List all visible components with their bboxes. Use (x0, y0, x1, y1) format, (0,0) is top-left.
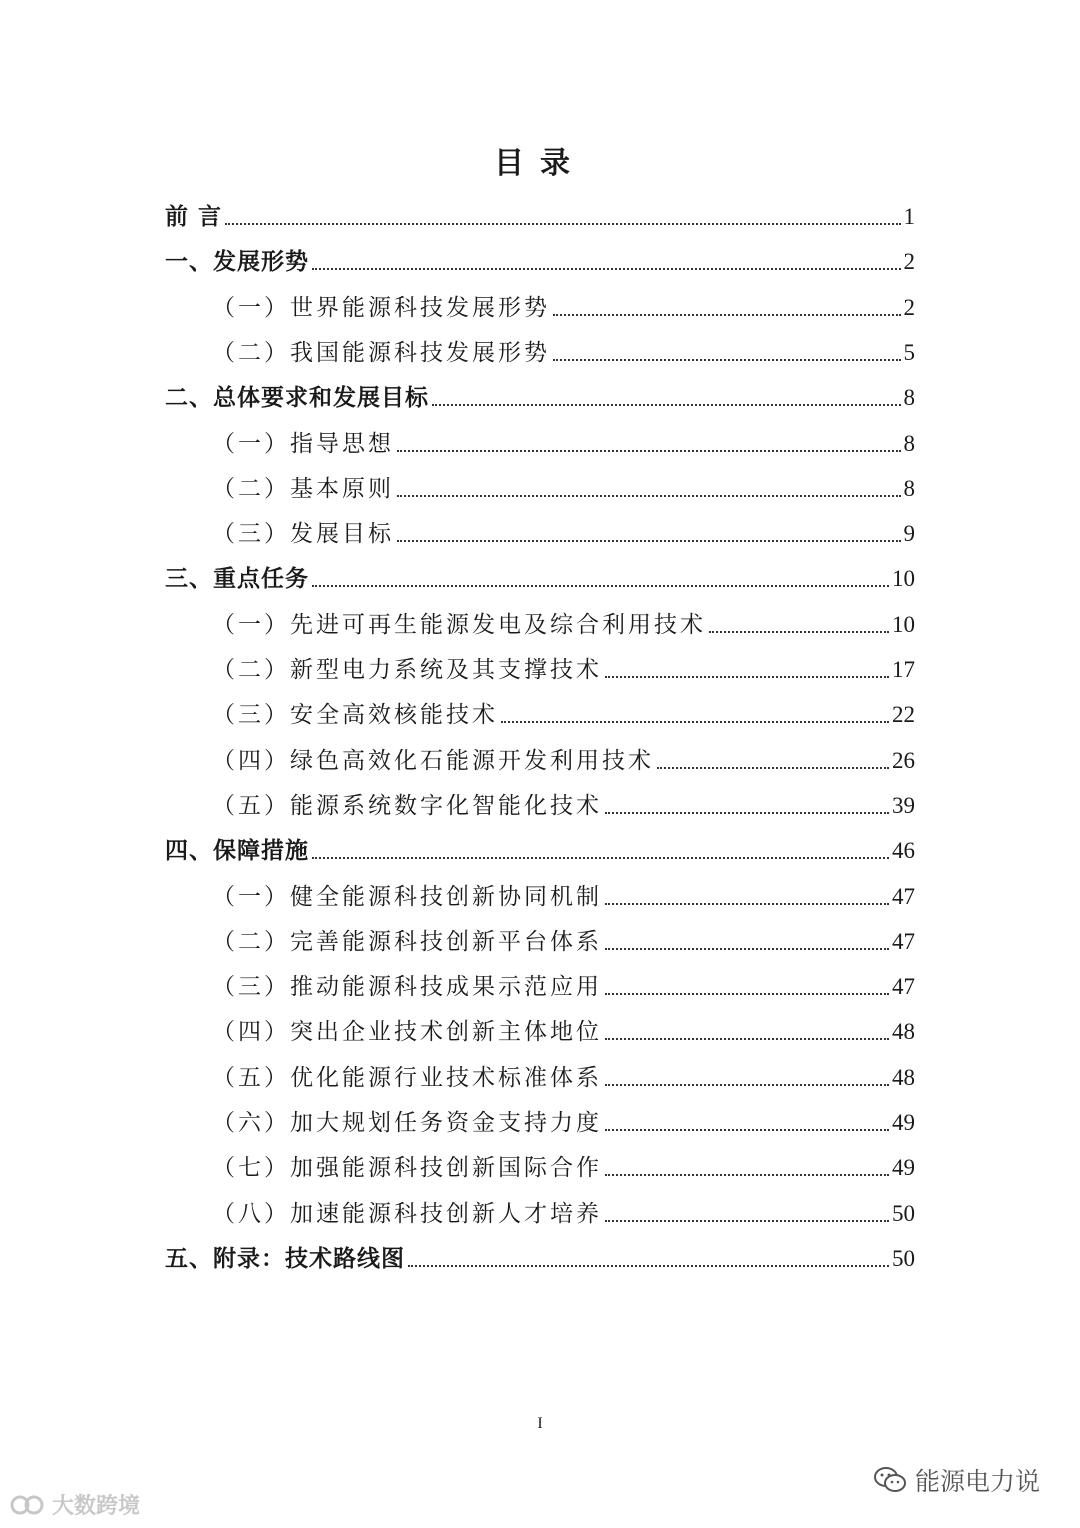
toc-subsection-entry[interactable] (0, 1104, 1080, 1138)
toc-entry-page: 8 (903, 475, 915, 501)
toc-entry-page: 5 (903, 339, 915, 365)
link-logo-icon (8, 1493, 48, 1517)
toc-subsection-entry[interactable] (0, 334, 1080, 368)
toc-section-entry[interactable] (0, 198, 1080, 232)
toc-entry-page: 50 (892, 1200, 915, 1226)
toc-entry-page: 8 (903, 430, 915, 456)
toc-entry-page: 48 (892, 1064, 915, 1090)
toc-subsection-entry[interactable] (0, 470, 1080, 504)
toc-subsection-entry[interactable] (0, 696, 1080, 730)
toc-dot-leader (605, 903, 889, 905)
toc-entry-label: 五、附录：技术路线图 (165, 1245, 405, 1272)
toc-subsection-entry[interactable] (0, 1013, 1080, 1047)
toc-entry-page: 10 (892, 611, 915, 637)
toc-entry-label: （一）指导思想 (212, 430, 394, 457)
toc-subsection-entry[interactable] (0, 742, 1080, 776)
toc-dot-leader (605, 812, 889, 814)
toc-entry-page: 10 (892, 566, 915, 592)
toc-entry-label: （三）安全高效核能技术 (212, 702, 498, 729)
toc-dot-leader (657, 767, 889, 769)
toc-dot-leader (312, 268, 901, 270)
toc-dot-leader (605, 1220, 889, 1222)
toc-dot-leader (605, 1129, 889, 1131)
watermark-right-text: 能源电力说 (914, 1467, 1040, 1496)
toc-subsection-entry[interactable] (0, 968, 1080, 1002)
toc-subsection-entry[interactable] (0, 1195, 1080, 1229)
toc-entry-page: 26 (892, 747, 915, 773)
toc-dot-leader (605, 1174, 889, 1176)
toc-dot-leader (408, 1265, 889, 1267)
toc-entry-page: 47 (892, 928, 915, 954)
toc-entry-page: 8 (903, 385, 915, 411)
toc-dot-leader (605, 948, 889, 950)
toc-entry-label: （二）我国能源科技发展形势 (212, 339, 550, 366)
wechat-icon (873, 1466, 907, 1494)
toc-entry-label: （一）健全能源科技创新协同机制 (212, 883, 602, 910)
toc-subsection-entry[interactable] (0, 651, 1080, 685)
toc-entry-label: （二）新型电力系统及其支撑技术 (212, 657, 602, 683)
toc-entry-label: 前 言 (165, 204, 223, 230)
toc-dot-leader (397, 495, 901, 497)
toc-dot-leader (397, 540, 901, 542)
toc-dot-leader (605, 1038, 889, 1040)
toc-entry-label: 三、重点任务 (165, 566, 309, 593)
toc-section-entry[interactable] (0, 832, 1080, 866)
toc-entry-page: 50 (892, 1245, 915, 1271)
toc-entry-page: 47 (892, 883, 915, 909)
toc-section-entry[interactable] (0, 243, 1080, 277)
toc-dot-leader (312, 857, 889, 859)
toc-entry-page: 17 (892, 657, 915, 682)
toc-dot-leader (553, 359, 901, 361)
toc-section-entry[interactable] (0, 379, 1080, 413)
toc-entry-page: 46 (892, 838, 915, 864)
toc-dot-leader (501, 721, 889, 723)
toc-entry-page: 1 (903, 204, 915, 229)
toc-entry-label: 一、发展形势 (165, 249, 309, 276)
toc-subsection-entry[interactable] (0, 1149, 1080, 1183)
toc-entry-page: 39 (892, 792, 915, 818)
toc-entry-page: 2 (903, 249, 915, 275)
watermark-right (873, 1462, 1040, 1498)
toc-entry-page: 49 (892, 1110, 915, 1135)
toc-dot-leader (709, 631, 889, 633)
toc-entry-label: 四、保障措施 (165, 838, 309, 865)
toc-subsection-entry[interactable] (0, 515, 1080, 549)
toc-entry-label: （一）先进可再生能源发电及综合利用技术 (212, 611, 706, 638)
toc-entry-page: 2 (903, 294, 915, 320)
toc-dot-leader (553, 314, 901, 316)
watermark-left (8, 1489, 140, 1520)
toc-subsection-entry[interactable] (0, 923, 1080, 957)
toc-dot-leader (605, 676, 889, 678)
toc-dot-leader (225, 223, 900, 225)
toc-subsection-entry[interactable] (0, 606, 1080, 640)
toc-entry-page: 9 (903, 521, 915, 547)
toc-entry-page: 48 (892, 1019, 915, 1045)
toc-section-entry[interactable] (0, 560, 1080, 594)
watermark-left-text: 大数跨境 (52, 1494, 141, 1519)
toc-entry-label: 二、总体要求和发展目标 (165, 385, 429, 412)
toc-dot-leader (605, 993, 889, 995)
page-number: I (537, 1415, 543, 1432)
toc-entry-label: （一）世界能源科技发展形势 (212, 294, 550, 321)
toc-entry-label: （三）推动能源科技成果示范应用 (212, 974, 602, 1001)
toc-subsection-entry[interactable] (0, 787, 1080, 821)
toc-dot-leader (397, 450, 901, 452)
toc-subsection-entry[interactable] (0, 878, 1080, 912)
toc-entry-label: （二）基本原则 (212, 475, 394, 502)
toc-subsection-entry[interactable] (0, 425, 1080, 459)
toc-entry-label: （四）突出企业技术创新主体地位 (212, 1019, 602, 1046)
toc-entry-page: 22 (892, 702, 915, 728)
toc-entry-label: （六）加大规划任务资金支持力度 (212, 1110, 602, 1136)
toc-entry-page: 47 (892, 974, 915, 1000)
toc-subsection-entry[interactable] (0, 289, 1080, 323)
toc-entry-label: （五）能源系统数字化智能化技术 (212, 792, 602, 819)
toc-section-entry[interactable] (0, 1240, 1080, 1274)
toc-dot-leader (432, 404, 901, 406)
toc-subsection-entry[interactable] (0, 1059, 1080, 1093)
toc-entry-label: （五）优化能源行业技术标准体系 (212, 1064, 602, 1091)
toc-entry-label: （八）加速能源科技创新人才培养 (212, 1200, 602, 1227)
toc-dot-leader (605, 1084, 889, 1086)
toc-entry-label: （三）发展目标 (212, 521, 394, 548)
page-title: 目录 (494, 146, 586, 181)
toc-entry-label: （七）加强能源科技创新国际合作 (212, 1155, 602, 1182)
toc-entry-page: 49 (892, 1155, 915, 1181)
toc-dot-leader (312, 585, 889, 587)
toc-entry-label: （四）绿色高效化石能源开发利用技术 (212, 747, 654, 774)
toc-entry-label: （二）完善能源科技创新平台体系 (212, 928, 602, 955)
